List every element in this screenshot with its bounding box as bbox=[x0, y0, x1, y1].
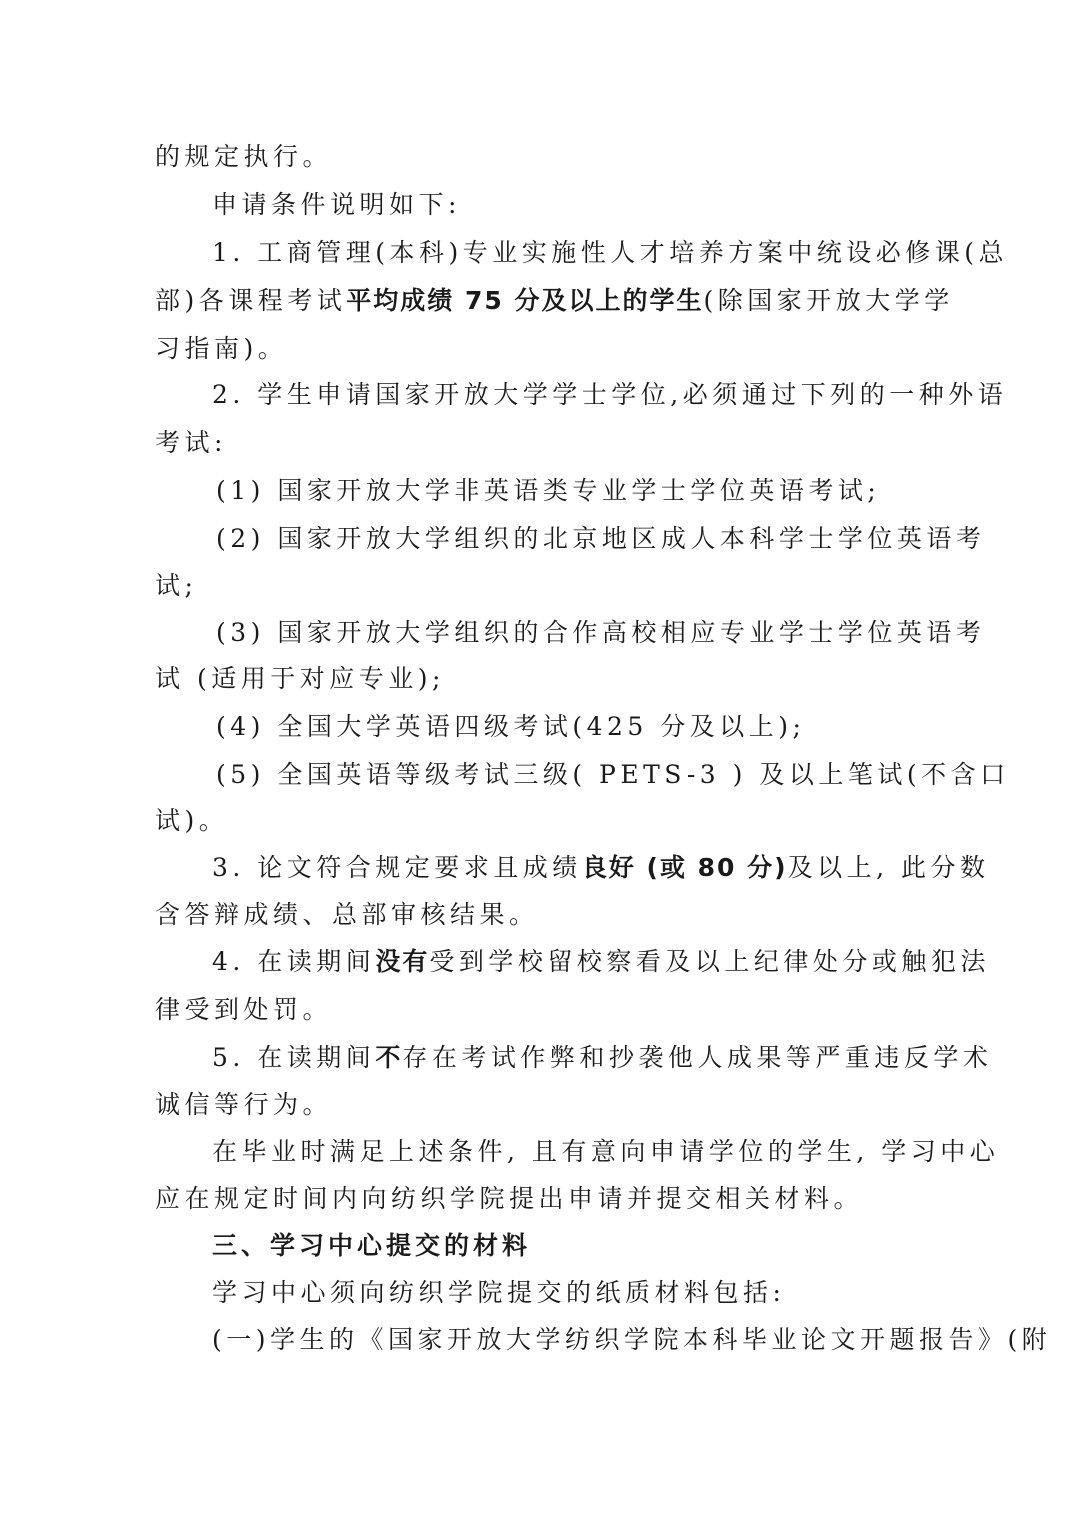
text-segment: (一)学生的《国家开放大学纺织学院本科毕业论文开题报告》(附 bbox=[212, 1325, 1052, 1354]
bold-text: 平均成绩 75 分及以上的学生 bbox=[346, 286, 704, 315]
text-segment: (1) 国家开放大学非英语类专业学士学位英语考试; bbox=[216, 476, 881, 505]
text-segment: (2) 国家开放大学组织的北京地区成人本科学士学位英语考 bbox=[216, 524, 986, 553]
text-segment: 3. 论文符合规定要求且成绩 bbox=[212, 853, 582, 882]
bold-text: 不 bbox=[375, 1043, 403, 1072]
bold-text: 良好 (或 80 分) bbox=[581, 853, 788, 882]
text-segment: 2. 学生申请国家开放大学学士学位,必须通过下列的一种外语 bbox=[212, 380, 1008, 409]
text-segment: 应在规定时间内向纺织学院提出申请并提交相关材料。 bbox=[155, 1184, 864, 1213]
text-segment: 试)。 bbox=[155, 806, 229, 835]
text-segment: 5. 在读期间 bbox=[212, 1043, 376, 1072]
text-segment: (5) 全国英语等级考试三级( PETS-3 ) 及以上笔试(不含口 bbox=[216, 760, 1010, 789]
text-line bbox=[155, 334, 287, 364]
section-heading bbox=[212, 1231, 531, 1261]
text-line bbox=[212, 1137, 999, 1167]
text-segment: 部)各课程考试 bbox=[155, 286, 347, 315]
text-line bbox=[216, 524, 985, 554]
text-segment: 申请条件说明如下: bbox=[212, 190, 461, 219]
text-line bbox=[155, 806, 228, 836]
text-segment: 受到学校留校察看及以上纪律处分或触犯法 bbox=[429, 947, 990, 976]
text-segment: 4. 在读期间 bbox=[212, 947, 376, 976]
text-segment: 及以上, 此分数 bbox=[787, 853, 990, 882]
text-segment: 在毕业时满足上述条件, 且有意向申请学位的学生, 学习中心 bbox=[212, 1137, 1000, 1166]
text-line bbox=[155, 900, 539, 930]
text-line bbox=[212, 190, 461, 220]
text-segment: 1. 工商管理(本科)专业实施性人才培养方案中统设必修课(总 bbox=[212, 238, 1009, 267]
text-line bbox=[212, 947, 990, 977]
text-segment: 诚信等行为。 bbox=[155, 1090, 333, 1119]
text-line bbox=[216, 476, 880, 506]
text-line bbox=[155, 571, 197, 601]
text-segment: 习指南)。 bbox=[155, 334, 288, 363]
text-segment: 学习中心须向纺织学院提交的纸质材料包括: bbox=[212, 1278, 786, 1307]
text-segment: 存在考试作弊和抄袭他人成果等严重违反学术 bbox=[402, 1043, 993, 1072]
text-line bbox=[216, 618, 985, 648]
text-segment: 试; bbox=[155, 571, 198, 600]
text-line bbox=[212, 1325, 1051, 1355]
bold-text: 没有 bbox=[375, 947, 430, 976]
text-segment: (除国家开放大学学 bbox=[703, 286, 954, 315]
text-line bbox=[212, 380, 1007, 410]
text-segment: 律受到处罚。 bbox=[155, 995, 333, 1024]
text-line bbox=[216, 760, 1010, 790]
text-line bbox=[155, 286, 954, 316]
text-segment: (3) 国家开放大学组织的合作高校相应专业学士学位英语考 bbox=[216, 618, 986, 647]
text-line bbox=[155, 1090, 332, 1120]
text-line bbox=[155, 142, 332, 172]
text-line bbox=[155, 428, 227, 458]
text-segment: 含答辩成绩、总部审核结果。 bbox=[155, 900, 539, 929]
text-line bbox=[212, 238, 1008, 268]
text-line bbox=[212, 1278, 785, 1308]
text-line bbox=[212, 853, 989, 883]
text-segment: (4) 全国大学英语四级考试(425 分及以上); bbox=[216, 712, 806, 741]
text-line bbox=[212, 1043, 992, 1073]
bold-text: 三、学习中心提交的材料 bbox=[212, 1231, 532, 1260]
text-segment: 考试: bbox=[155, 428, 227, 457]
text-line bbox=[155, 664, 445, 694]
text-line bbox=[155, 995, 332, 1025]
text-line bbox=[155, 1184, 863, 1214]
text-segment: 的规定执行。 bbox=[155, 142, 333, 171]
text-line bbox=[216, 712, 805, 742]
text-segment: 试 (适用于对应专业); bbox=[155, 664, 445, 693]
